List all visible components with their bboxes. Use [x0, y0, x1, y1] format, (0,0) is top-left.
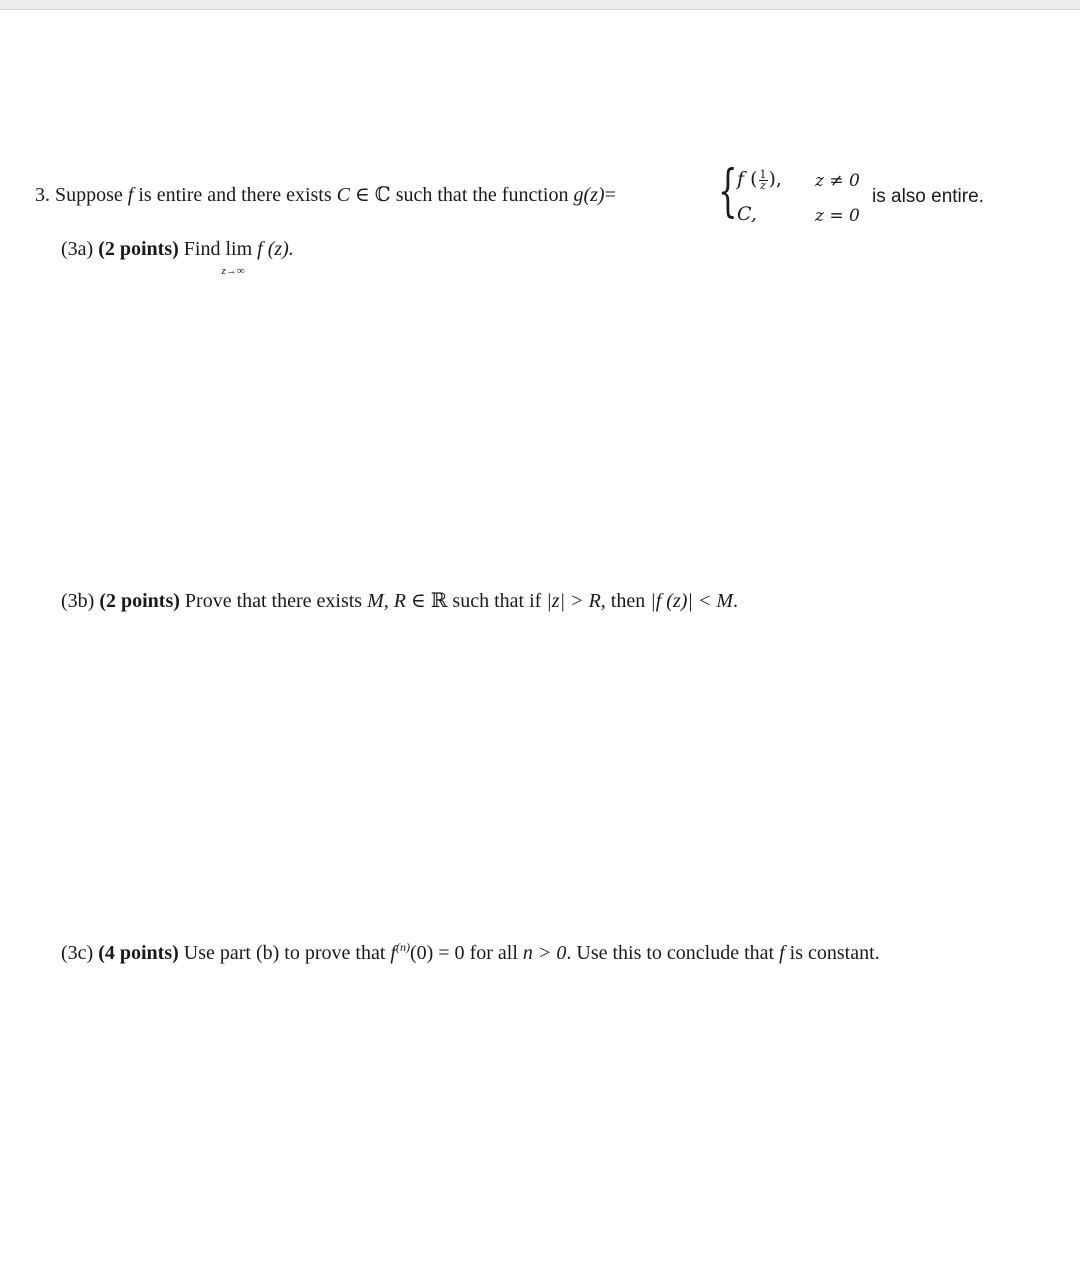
- problem-statement: 3. Suppose f is entire and there exists C ∈ ℂ such that the function g(z)=: [35, 184, 616, 206]
- points: (2 points): [98, 238, 179, 260]
- problem-number: 3.: [35, 184, 50, 206]
- points: (4 points): [98, 942, 179, 964]
- part-3c: (3c) (4 points) Use part (b) to prove that $f^{(n)}(0) = 0$ for all n > 0. Use this to conclude that f is constant.: [61, 940, 880, 964]
- case-2-expression: C,: [737, 203, 757, 225]
- limit-subscript: z→∞: [221, 265, 245, 277]
- case-1-expression: f ( $\frac{1}{z}$ ),: [737, 167, 782, 192]
- part-label: (3c): [61, 942, 94, 964]
- fraction-1-over-z: $\frac{1}{z}$: [759, 167, 767, 192]
- part-label: (3b): [61, 590, 95, 612]
- piecewise-brace: {: [718, 159, 738, 224]
- case-1-condition: z ≠ 0: [815, 171, 860, 191]
- part-3a: (3a) (2 points) Find lim z→∞ f (z).: [61, 237, 294, 261]
- points: (2 points): [99, 590, 180, 612]
- limit-operator: lim z→∞: [225, 237, 252, 261]
- viewer-top-bar: [0, 0, 1080, 10]
- part-label: (3a): [61, 238, 94, 260]
- problem-outro: is also entire.: [872, 186, 984, 207]
- part-3b: (3b) (2 points) Prove that there exists M, R ∈ ℝ such that if |z| > R, then |f (z)| < M.: [61, 590, 739, 612]
- case-2-condition: z = 0: [815, 206, 860, 226]
